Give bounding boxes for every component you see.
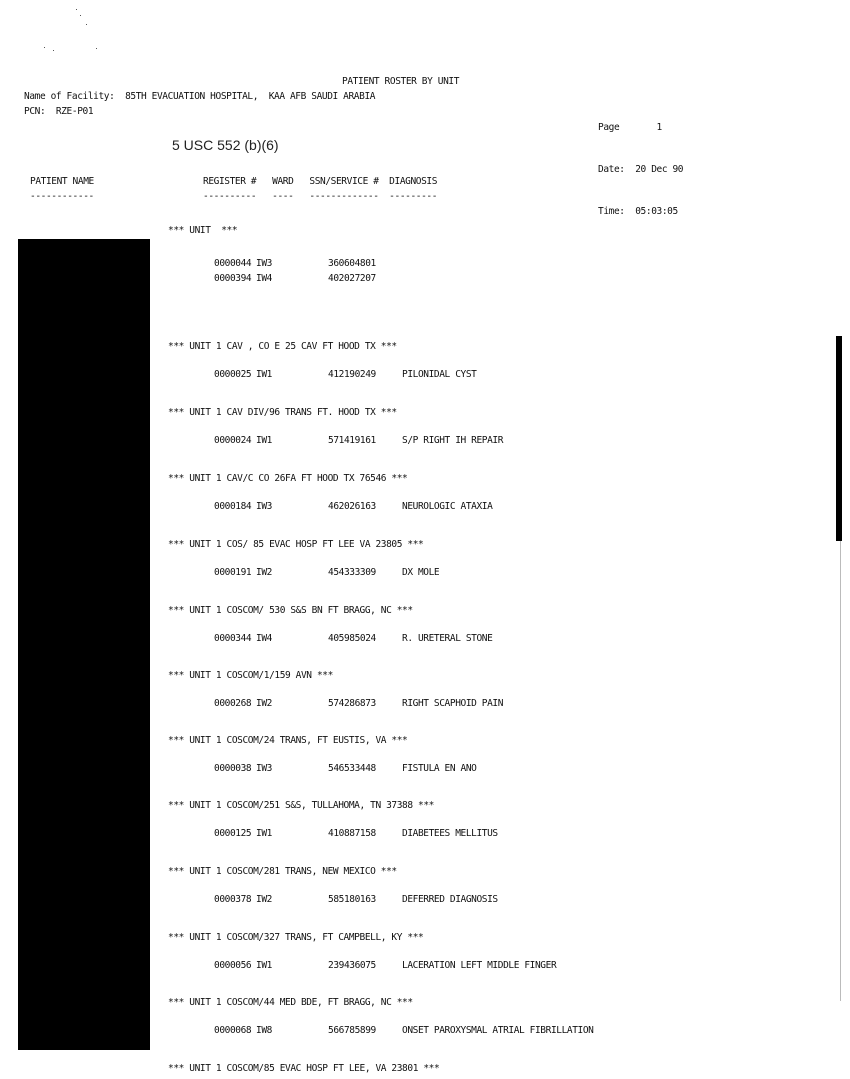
register-number: 0000268 <box>214 698 252 709</box>
scan-edge-mark <box>836 336 842 541</box>
ward: IW2 <box>256 698 272 709</box>
ssn-service-number: 412190249 <box>328 369 376 380</box>
patient-record-row <box>214 763 476 774</box>
report-time: Time: 05:03:05 <box>598 206 678 217</box>
register-number: 0000191 <box>214 567 252 578</box>
ward: IW4 <box>256 633 272 644</box>
register-number: 0000068 <box>214 1025 252 1036</box>
ssn-service-number: 585180163 <box>328 894 376 905</box>
redaction-note: 5 USC 552 (b)(6) <box>172 137 279 153</box>
unit-heading: *** UNIT 1 CAV DIV/96 TRANS FT. HOOD TX *** <box>168 407 397 418</box>
patient-record-row <box>214 273 402 284</box>
scan-speck <box>53 50 54 51</box>
register-number: 0000378 <box>214 894 252 905</box>
ward: IW3 <box>256 258 272 269</box>
register-number: 0000394 <box>214 273 252 284</box>
patient-record-row <box>214 1025 594 1036</box>
ward: IW1 <box>256 960 272 971</box>
ward: IW3 <box>256 763 272 774</box>
ward: IW8 <box>256 1025 272 1036</box>
patient-record-row <box>214 828 498 839</box>
diagnosis: FISTULA EN ANO <box>402 763 477 774</box>
ward: IW1 <box>256 828 272 839</box>
register-number: 0000024 <box>214 435 252 446</box>
patient-record-row <box>214 894 498 905</box>
unit-heading: *** UNIT 1 COSCOM/24 TRANS, FT EUSTIS, VA *** <box>168 735 408 746</box>
ssn-service-number: 571419161 <box>328 435 376 446</box>
scan-speck <box>80 15 81 16</box>
ssn-service-number: 462026163 <box>328 501 376 512</box>
diagnosis: NEUROLOGIC ATAXIA <box>402 501 493 512</box>
ward: IW1 <box>256 435 272 446</box>
scan-speck <box>86 24 87 25</box>
scan-speck <box>76 9 77 10</box>
patient-record-row <box>214 567 439 578</box>
patient-record-row <box>214 960 556 971</box>
patient-record-row <box>214 501 492 512</box>
patient-record-row <box>214 633 492 644</box>
diagnosis: S/P RIGHT IH REPAIR <box>402 435 504 446</box>
unit-heading: *** UNIT 1 COSCOM/251 S&S, TULLAHOMA, TN 37388 *** <box>168 800 434 811</box>
unit-heading: *** UNIT 1 COS/ 85 EVAC HOSP FT LEE VA 23805 *** <box>168 539 424 550</box>
ssn-service-number: 546533448 <box>328 763 376 774</box>
register-number: 0000125 <box>214 828 252 839</box>
ward: IW4 <box>256 273 272 284</box>
diagnosis: RIGHT SCAPHOID PAIN <box>402 698 504 709</box>
ward: IW3 <box>256 501 272 512</box>
patient-record-row <box>214 435 503 446</box>
register-number: 0000044 <box>214 258 252 269</box>
column-rules: ---------- ---- ------------- --------- <box>203 191 438 202</box>
column-headers: REGISTER # WARD SSN/SERVICE # DIAGNOSIS <box>203 176 438 187</box>
ssn-service-number: 402027207 <box>328 273 376 284</box>
unit-heading: *** UNIT 1 COSCOM/281 TRANS, NEW MEXICO *** <box>168 866 397 877</box>
scan-speck <box>44 47 45 48</box>
register-number: 0000038 <box>214 763 252 774</box>
facility-line: Name of Facility: 85TH EVACUATION HOSPITAL, KAA AFB SAUDI ARABIA <box>24 91 376 102</box>
unit-heading: *** UNIT 1 CAV , CO E 25 CAV FT HOOD TX *** <box>168 341 397 352</box>
column-rule-patient-name: ------------ <box>30 191 94 202</box>
register-number: 0000025 <box>214 369 252 380</box>
diagnosis: ONSET PAROXYSMAL ATRIAL FIBRILLATION <box>402 1025 594 1036</box>
diagnosis: LACERATION LEFT MIDDLE FINGER <box>402 960 557 971</box>
ssn-service-number: 454333309 <box>328 567 376 578</box>
unit-heading: *** UNIT *** <box>168 225 238 236</box>
unit-heading: *** UNIT 1 COSCOM/ 530 S&S BN FT BRAGG, NC *** <box>168 605 413 616</box>
scan-edge-line <box>840 541 841 1001</box>
pcn-line: PCN: RZE-P01 <box>24 106 94 117</box>
patient-record-row <box>214 369 476 380</box>
diagnosis: R. URETERAL STONE <box>402 633 493 644</box>
ssn-service-number: 566785899 <box>328 1025 376 1036</box>
diagnosis: DX MOLE <box>402 567 440 578</box>
diagnosis: PILONIDAL CYST <box>402 369 477 380</box>
page-number: Page 1 <box>598 122 662 133</box>
diagnosis: DIABETEES MELLITUS <box>402 828 498 839</box>
column-header-patient-name: PATIENT NAME <box>30 176 94 187</box>
unit-heading: *** UNIT 1 COSCOM/327 TRANS, FT CAMPBELL, KY *** <box>168 932 424 943</box>
ward: IW2 <box>256 894 272 905</box>
ssn-service-number: 360604801 <box>328 258 376 269</box>
redaction-bar <box>18 239 150 1050</box>
unit-heading: *** UNIT 1 COSCOM/44 MED BDE, FT BRAGG, NC *** <box>168 997 413 1008</box>
ssn-service-number: 405985024 <box>328 633 376 644</box>
register-number: 0000344 <box>214 633 252 644</box>
unit-heading: *** UNIT 1 COSCOM/85 EVAC HOSP FT LEE, VA 23801 *** <box>168 1063 440 1074</box>
ssn-service-number: 410887158 <box>328 828 376 839</box>
ssn-service-number: 574286873 <box>328 698 376 709</box>
scan-speck <box>96 48 97 49</box>
register-number: 0000184 <box>214 501 252 512</box>
page-info <box>598 93 683 233</box>
report-date: Date: 20 Dec 90 <box>598 164 684 175</box>
register-number: 0000056 <box>214 960 252 971</box>
patient-record-row <box>214 698 503 709</box>
report-title: PATIENT ROSTER BY UNIT <box>342 76 460 87</box>
ssn-service-number: 239436075 <box>328 960 376 971</box>
unit-heading: *** UNIT 1 CAV/C CO 26FA FT HOOD TX 76546 *** <box>168 473 408 484</box>
ward: IW1 <box>256 369 272 380</box>
unit-heading: *** UNIT 1 COSCOM/1/159 AVN *** <box>168 670 333 681</box>
ward: IW2 <box>256 567 272 578</box>
patient-record-row <box>214 258 402 269</box>
diagnosis: DEFERRED DIAGNOSIS <box>402 894 498 905</box>
